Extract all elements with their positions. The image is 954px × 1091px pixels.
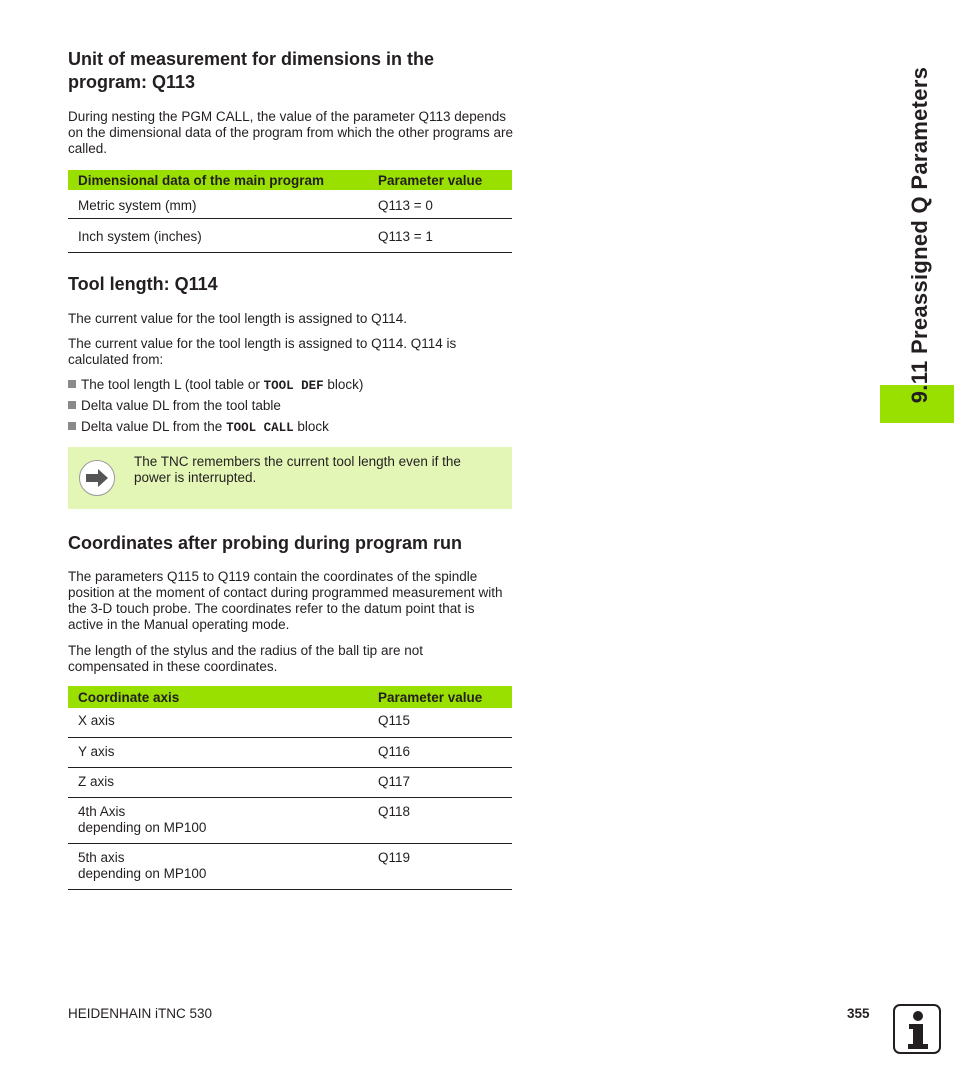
- list-item: [68, 398, 281, 414]
- table-row: [68, 738, 512, 768]
- heading-q113: Unit of measurement for dimensions in the program: Q113: [68, 49, 435, 92]
- paragraph-q113: During nesting the PGM CALL, the value of the parameter Q113 depends on the dimensional data of the program from which the other programs are called.: [68, 109, 513, 156]
- page-number: 355: [847, 1006, 870, 1021]
- bullet-square-icon: [68, 380, 76, 388]
- bullet-text: Delta value DL from the tool table: [81, 398, 281, 413]
- table-cell: Q117: [368, 768, 512, 798]
- table-row: [68, 190, 512, 219]
- note-text: The TNC remembers the current tool length even if the power is interrupted.: [134, 454, 461, 485]
- list-item: [68, 377, 363, 394]
- paragraph-q114-1: The current value for the tool length is assigned to Q114.: [68, 311, 407, 326]
- bullet-code: TOOL DEF: [263, 379, 324, 393]
- list-item: [68, 419, 329, 436]
- paragraph-probing-2: The length of the stylus and the radius of the ball tip are not compensated in these coordinates.: [68, 643, 423, 674]
- table-q113: [68, 170, 512, 253]
- table-cell: Q119: [368, 844, 512, 890]
- table-coordinates: [68, 686, 512, 890]
- paragraph-q114-2: The current value for the tool length is assigned to Q114. Q114 is calculated from:: [68, 336, 457, 367]
- info-icon: [893, 1004, 941, 1054]
- table-row: [68, 844, 512, 890]
- paragraph-probing-1: The parameters Q115 to Q119 contain the coordinates of the spindle position at the moment of contact during programmed measurement with the 3-D touch probe. The coordinates refer to the datum point that is active in the Manual operating mode.: [68, 569, 503, 632]
- heading-q114: Tool length: Q114: [68, 274, 218, 294]
- bullet-text: Delta value DL from the: [81, 419, 227, 434]
- table-cell: X axis: [68, 708, 368, 738]
- bullet-square-icon: [68, 401, 76, 409]
- table-cell: Q115: [368, 708, 512, 738]
- table-cell: Q113 = 1: [368, 219, 512, 253]
- bullet-text: block: [293, 419, 329, 434]
- note-box: [68, 447, 512, 509]
- table-cell: Inch system (inches): [68, 219, 368, 253]
- bullet-code: TOOL CALL: [226, 421, 294, 435]
- table-row: [68, 219, 512, 253]
- footer-product: HEIDENHAIN iTNC 530: [68, 1006, 213, 1021]
- bullet-square-icon: [68, 422, 76, 430]
- table-header: Dimensional data of the main program: [68, 170, 368, 190]
- heading-probing: Coordinates after probing during program run: [68, 533, 463, 553]
- table-row: [68, 708, 512, 738]
- table-cell: 4th Axis depending on MP100: [68, 798, 368, 844]
- bullet-text: block): [323, 377, 364, 392]
- table-cell: Q113 = 0: [368, 190, 512, 219]
- table-cell: Metric system (mm): [68, 190, 368, 219]
- table-cell: Q116: [368, 738, 512, 768]
- bullet-text: The tool length L (tool table or: [81, 377, 264, 392]
- table-cell: Z axis: [68, 768, 368, 798]
- table-row: [68, 768, 512, 798]
- chapter-title-text: 9.11 Preassigned Q Parameters: [907, 66, 932, 404]
- table-cell: Q118: [368, 798, 512, 844]
- table-header: Parameter value: [368, 686, 512, 708]
- chapter-title: [908, 40, 932, 430]
- table-cell: 5th axis depending on MP100: [68, 844, 368, 890]
- table-header: Parameter value: [368, 170, 512, 190]
- table-header: Coordinate axis: [68, 686, 368, 708]
- table-cell: Y axis: [68, 738, 368, 768]
- table-row: [68, 798, 512, 844]
- arrow-right-icon: [79, 460, 115, 496]
